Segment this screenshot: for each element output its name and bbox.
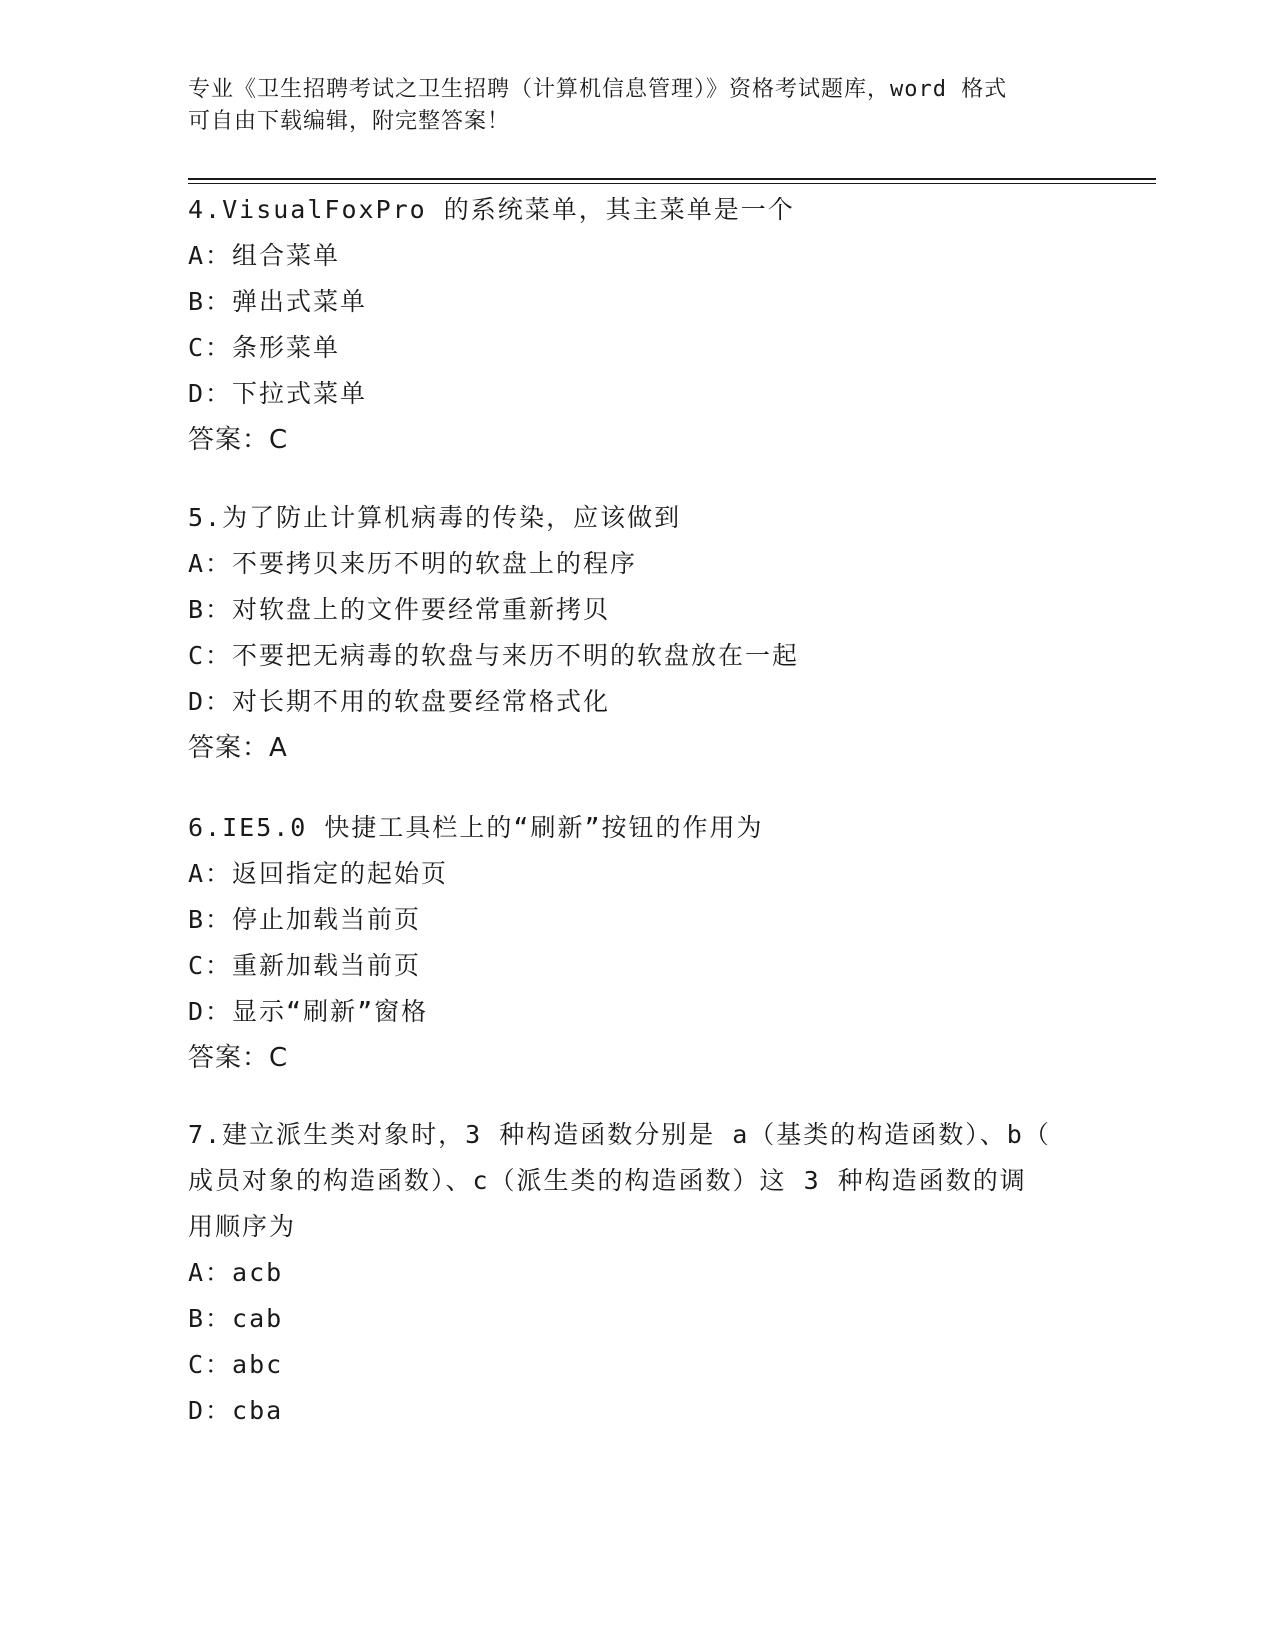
- question-stem: 4.VisualFoxPro 的系统菜单，其主菜单是一个: [188, 195, 795, 224]
- question-5: [188, 495, 1088, 771]
- option-b: B：弹出式菜单: [188, 287, 368, 316]
- option-c: C：重新加载当前页: [188, 951, 422, 980]
- question-4: [188, 187, 1088, 463]
- option-d: D：显示“刷新”窗格: [188, 997, 429, 1026]
- question-stem: 6.IE5.0 快捷工具栏上的“刷新”按钮的作用为: [188, 813, 764, 842]
- option-b: B：对软盘上的文件要经常重新拷贝: [188, 595, 611, 624]
- option-a: A：不要拷贝来历不明的软盘上的程序: [188, 549, 638, 578]
- option-c: C：条形菜单: [188, 333, 341, 362]
- document-header: [188, 74, 1088, 138]
- question-stem-line-1: 7.建立派生类对象时，3 种构造函数分别是 a（基类的构造函数）、b（: [188, 1120, 1051, 1149]
- option-c: C：abc: [188, 1350, 284, 1379]
- header-line-1: 专业《卫生招聘考试之卫生招聘（计算机信息管理）》资格考试题库，word 格式: [188, 77, 1008, 102]
- option-a: A：acb: [188, 1258, 284, 1287]
- header-divider-thin: [188, 183, 1156, 184]
- question-6: [188, 805, 1088, 1081]
- option-a: A：返回指定的起始页: [188, 859, 449, 888]
- answer: 答案：C: [188, 1043, 289, 1073]
- option-d: D：下拉式菜单: [188, 379, 368, 408]
- question-stem-line-3: 用顺序为: [188, 1212, 297, 1241]
- option-c: C：不要把无病毒的软盘与来历不明的软盘放在一起: [188, 641, 800, 670]
- option-a: A：组合菜单: [188, 241, 341, 270]
- option-b: B：停止加载当前页: [188, 905, 422, 934]
- option-d: D：对长期不用的软盘要经常格式化: [188, 687, 611, 716]
- option-b: B：cab: [188, 1304, 284, 1333]
- answer: 答案：A: [188, 733, 288, 763]
- answer: 答案：C: [188, 425, 289, 455]
- question-stem-line-2: 成员对象的构造函数）、c（派生类的构造函数）这 3 种构造函数的调: [188, 1166, 1027, 1195]
- question-7: [188, 1112, 1088, 1434]
- question-stem: 5.为了防止计算机病毒的传染，应该做到: [188, 503, 682, 532]
- header-divider-thick: [188, 178, 1156, 180]
- header-line-2: 可自由下载编辑，附完整答案！: [188, 109, 511, 134]
- option-d: D：cba: [188, 1396, 284, 1425]
